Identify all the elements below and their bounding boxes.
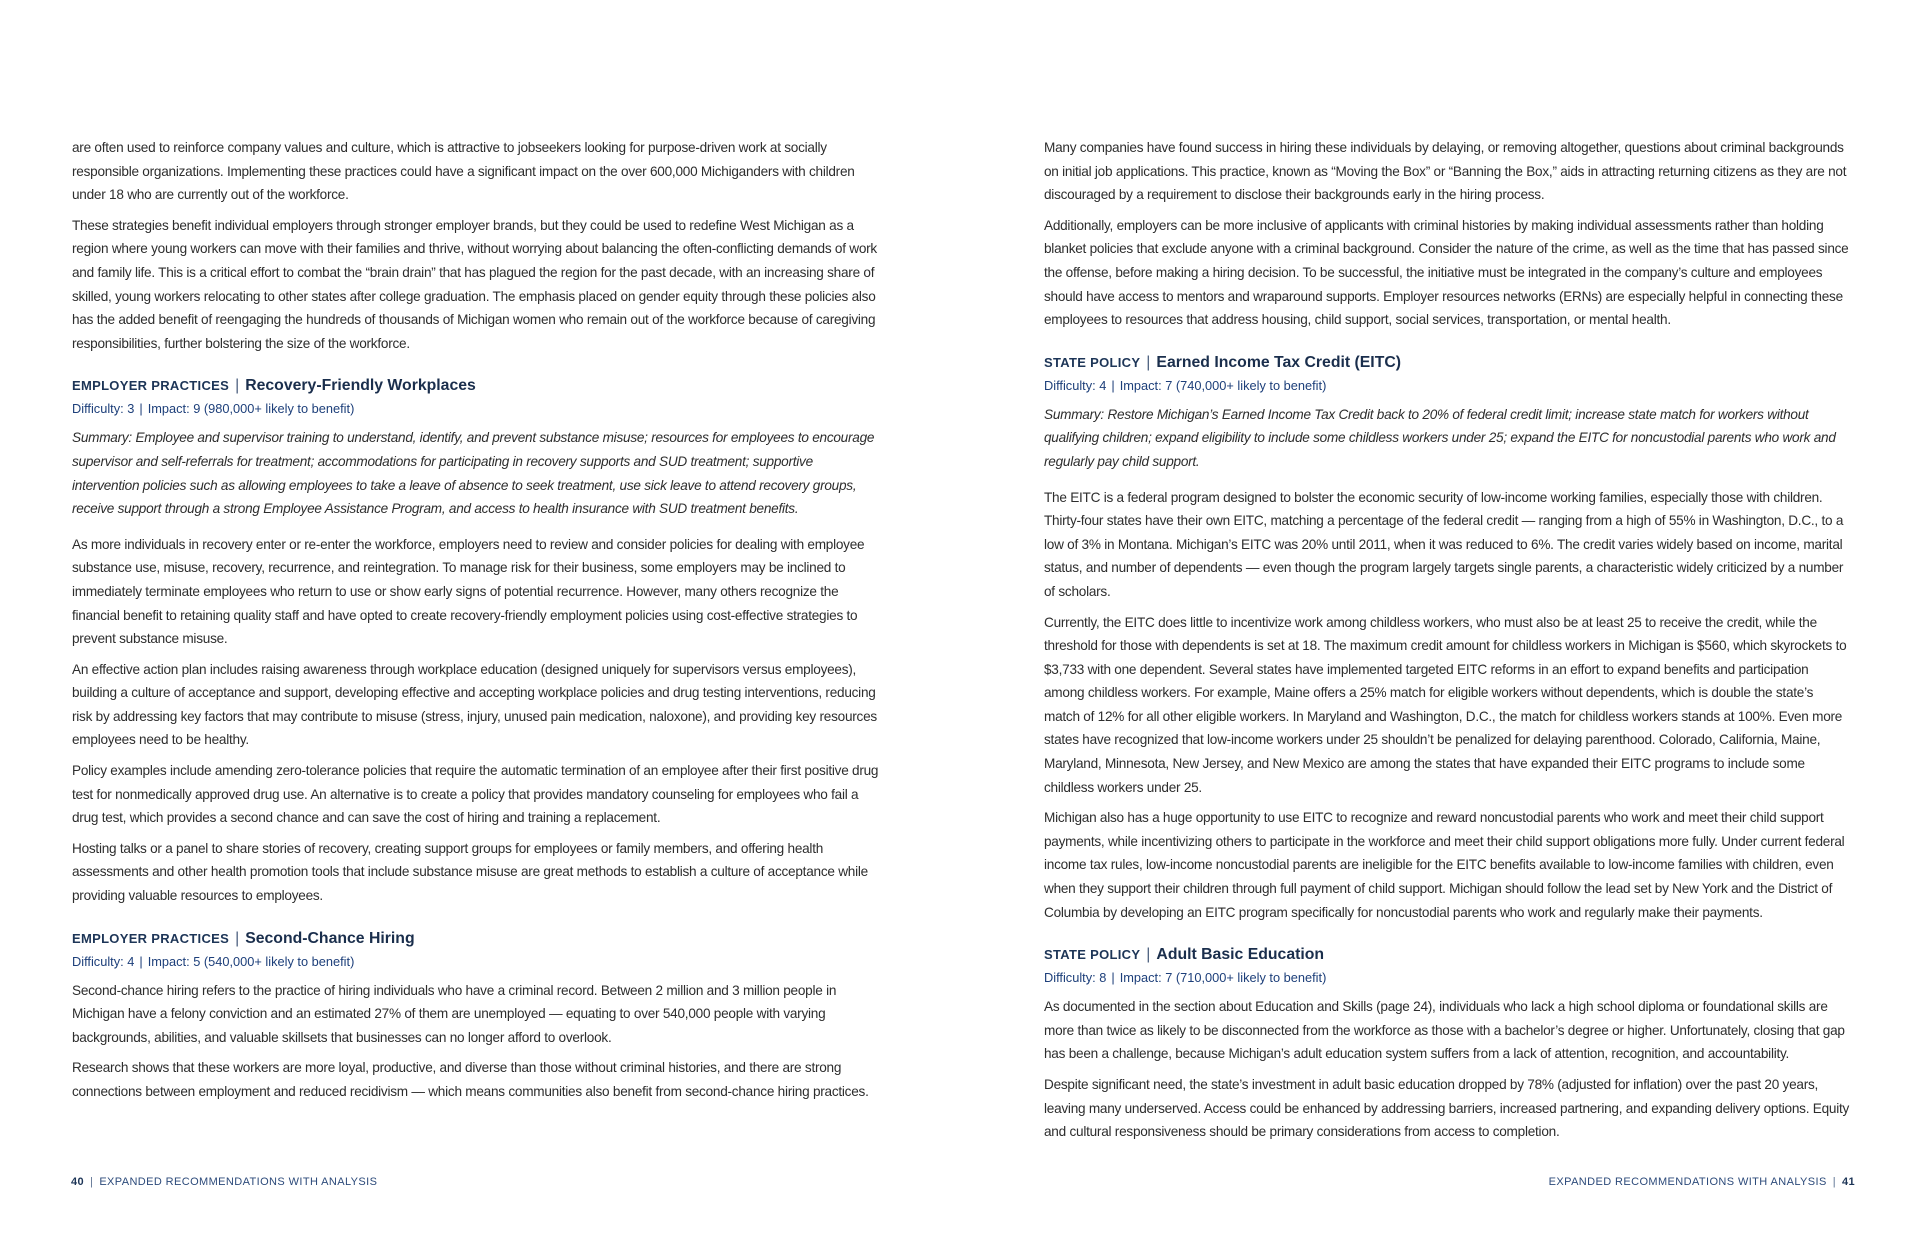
difficulty-score: Difficulty: 8 (1044, 970, 1107, 986)
meta-separator: | (139, 953, 143, 969)
body-paragraph: The EITC is a federal program designed to bolster the economic security of low-income working families, especially those with children. Thirty-four states have their own EITC, matching a percentage of the federal credit — ranging from a high of 55% in Washington, D.C., to a low of 3% in Montana. Michigan’s EITC was 20% until 2011, when it was reduced to 6%. The credit varies widely based on income, marital status, and number of dependents — even though the program largely targets single parents, a characteristic widely criticized by a number of scholars. (1044, 489, 1844, 599)
footer-separator: | (90, 1176, 94, 1188)
section-kicker: EMPLOYER PRACTICES (72, 378, 230, 394)
meta-separator: | (139, 401, 143, 417)
section-title: Recovery-Friendly Workplaces (245, 377, 476, 395)
meta-separator: | (1111, 377, 1115, 393)
section-kicker: STATE POLICY (1044, 947, 1141, 963)
section-heading-adult-basic-education (1044, 943, 1852, 967)
section-summary: Summary: Employee and supervisor training to understand, identify, and prevent substance misuse; resources for employees to encourage supervisor and self-referrals for treatment; accommodations for participating in recovery supports and SUD treatment; supportive intervention policies such as allowing employees to take a leave of absence to seek treatment, use sick leave to attend recovery groups, receive support through a strong Employee Assistance Program, and access to health insurance with SUD treatment benefits. (72, 430, 875, 517)
left-footer (71, 1176, 377, 1188)
right-column (1044, 136, 1852, 1151)
section-title: Second-Chance Hiring (245, 929, 415, 947)
section-meta (72, 951, 880, 973)
section-title: Earned Income Tax Credit (EITC) (1156, 353, 1402, 371)
body-paragraph: Despite significant need, the state’s investment in adult basic education dropped by 78% (adjusted for inflation) over the past 20 years, leaving many underserved. Access could be enhanced by addressing barriers, increased partnering, and expanding delivery options. Equity and cultural responsiveness should be primary considerations from access to completion. (1044, 1077, 1850, 1140)
heading-separator: | (235, 377, 240, 395)
section-heading-second-chance (72, 927, 880, 951)
impact-score: Impact: 5 (540,000+ likely to benefit) (147, 953, 355, 969)
heading-separator: | (1146, 946, 1151, 964)
body-paragraph: An effective action plan includes raising awareness through workplace education (designed uniquely for supervisors versus employees), building a culture of acceptance and support, developing effective and accepting workplace policies and drug testing interventions, reducing risk by addressing key factors that may contribute to misuse (stress, injury, unused pain medication, naloxone), and providing key resources employees need to be healthy. (72, 661, 877, 748)
body-paragraph: Policy examples include amending zero-tolerance policies that require the automatic termination of an employee after their first positive drug test for nonmedically approved drug use. An alternative is to create a policy that provides mandatory counseling for employees who fail a drug test, which provides a second chance and can save the cost of hiring and training a replacement. (72, 763, 879, 826)
impact-score: Impact: 9 (980,000+ likely to benefit) (147, 401, 355, 417)
section-summary: Summary: Restore Michigan’s Earned Income Tax Credit back to 20% of federal credit limit; increase state match for workers without qualifying children; expand eligibility to include some childless workers under 25; expand the EITC for noncustodial parents who work and regularly pay child support. (1044, 406, 1836, 469)
footer-label: EXPANDED RECOMMENDATIONS WITH ANALYSIS (99, 1176, 378, 1188)
body-paragraph: Research shows that these workers are more loyal, productive, and diverse than those without criminal histories, and there are strong connections between employment and reduced recidivism — which means communities also benefit from second-chance hiring practices. (72, 1060, 869, 1099)
difficulty-score: Difficulty: 3 (72, 401, 135, 417)
right-footer (1549, 1176, 1855, 1188)
left-column (72, 136, 880, 1111)
footer-label: EXPANDED RECOMMENDATIONS WITH ANALYSIS (1548, 1176, 1827, 1188)
section-meta (72, 398, 880, 420)
impact-score: Impact: 7 (740,000+ likely to benefit) (1119, 377, 1327, 393)
section-kicker: STATE POLICY (1044, 354, 1141, 370)
body-paragraph: Additionally, employers can be more inclusive of applicants with criminal histories by making individual assessments rather than holding blanket policies that exclude anyone with a criminal background. Consider the nature of the crime, as well as the time that has passed since the offense, before making a hiring decision. To be successful, the initiative must be integrated in the company’s culture and employees should have access to mentors and wraparound supports. Employer resources networks (ERNs) are especially helpful in connecting these employees to resources that address housing, child support, social services, transportation, or mental health. (1044, 217, 1849, 328)
body-paragraph: are often used to reinforce company values and culture, which is attractive to jobseekers looking for purpose-driven work at socially responsible organizations. Implementing these practices could have a significant impact on the over 600,000 Michiganders with children under 18 who are currently out of the workforce. (72, 140, 855, 203)
heading-separator: | (235, 929, 240, 947)
body-paragraph: Second-chance hiring refers to the practice of hiring individuals who have a criminal record. Between 2 million and 3 million people in Michigan have a felony conviction and an estimated 27% of them are unemployed — equating to over 540,000 people with varying backgrounds, abilities, and valuable skillsets that businesses can no longer afford to overlook. (72, 982, 837, 1045)
body-paragraph: Michigan also has a huge opportunity to use EITC to recognize and reward noncustodial parents who work and meet their child support payments, while incentivizing others to participate in the workforce and meet their child support obligations more fully. Under current federal income tax rules, low-income noncustodial parents are ineligible for the EITC benefits available to low-income families with children, even when they support their children through full payment of child support. Michigan should follow the lead set by New York and the District of Columbia by developing an EITC program specifically for noncustodial parents who work and regularly make their payments. (1044, 810, 1845, 920)
impact-score: Impact: 7 (710,000+ likely to benefit) (1119, 970, 1327, 986)
section-heading-eitc (1044, 351, 1852, 375)
page-number: 40 (71, 1176, 85, 1188)
body-paragraph: Hosting talks or a panel to share stories of recovery, creating support groups for employees or family members, and offering health assessments and other health promotion tools that include substance misuse are great methods to establish a culture of acceptance while providing valuable resources to employees. (72, 840, 868, 904)
section-meta (1044, 375, 1852, 397)
meta-separator: | (1111, 970, 1115, 986)
body-paragraph: As documented in the section about Education and Skills (page 24), individuals who lack a high school diploma or foundational skills are more than twice as likely to be disconnected from the workforce as those with a bachelor’s degree or higher. Unfortunately, closing that gap has been a challenge, because Michigan’s adult education system suffers from a lack of attention, recognition, and accountability. (1044, 999, 1845, 1062)
difficulty-score: Difficulty: 4 (1044, 377, 1107, 393)
body-paragraph: These strategies benefit individual employers through stronger employer brands, but they could be used to redefine West Michigan as a region where young workers can move with their families and thrive, without worrying about balancing the often-conflicting demands of work and family life. This is a critical effort to combat the “brain drain” that has plagued the region for the past decade, with an increasing share of skilled, young workers relocating to other states after college graduation. The emphasis placed on gender equity through these policies also has the added benefit of reengaging the hundreds of thousands of Michigan women who remain out of the workforce because of caregiving responsibilities, further bolstering the size of the workforce. (72, 217, 877, 351)
section-kicker: EMPLOYER PRACTICES (72, 930, 230, 946)
section-title: Adult Basic Education (1156, 946, 1325, 964)
difficulty-score: Difficulty: 4 (72, 953, 135, 969)
body-paragraph: Many companies have found success in hiring these individuals by delaying, or removing altogether, questions about criminal backgrounds on initial job applications. This practice, known as “Moving the Box” or “Banning the Box,” aids in attracting returning citizens as they are not discouraged by a requirement to disclose their backgrounds early in the hiring process. (1044, 140, 1847, 203)
section-heading-recovery-friendly (72, 374, 880, 398)
page-number: 41 (1841, 1176, 1855, 1188)
heading-separator: | (1146, 353, 1151, 371)
body-paragraph: Currently, the EITC does little to incentivize work among childless workers, who must also be at least 25 to receive the credit, while the threshold for those with dependents is set at 18. The maximum credit amount for childless workers in Michigan is $560, which skyrockets to $3,733 with one dependent. Several states have implemented targeted EITC reforms in an effort to expand benefits and participation among childless workers. For example, Maine offers a 25% match for eligible workers without dependents, which is double the state’s match of 12% for all other eligible workers. In Maryland and Washington, D.C., the match for childless workers stands at 100%. Even more states have recognized that low-income workers under 25 shouldn’t be penalized for delaying parenthood. Colorado, California, Maine, Maryland, Minnesota, New Jersey, and New Mexico are among the states that have expanded their EITC programs to include some childless workers under 25. (1044, 614, 1847, 795)
right-page (960, 0, 1920, 1242)
section-meta (1044, 967, 1852, 989)
body-paragraph: As more individuals in recovery enter or re-enter the workforce, employers need to review and consider policies for dealing with employee substance use, misuse, recovery, recurrence, and reintegration. To manage risk for their business, some employers may be inclined to immediately terminate employees who return to use or show early signs of potential recurrence. However, many others recognize the financial benefit to retaining quality staff and have opted to create recovery-friendly employment policies using cost-effective strategies to prevent substance misuse. (72, 536, 865, 647)
footer-separator: | (1832, 1176, 1836, 1188)
